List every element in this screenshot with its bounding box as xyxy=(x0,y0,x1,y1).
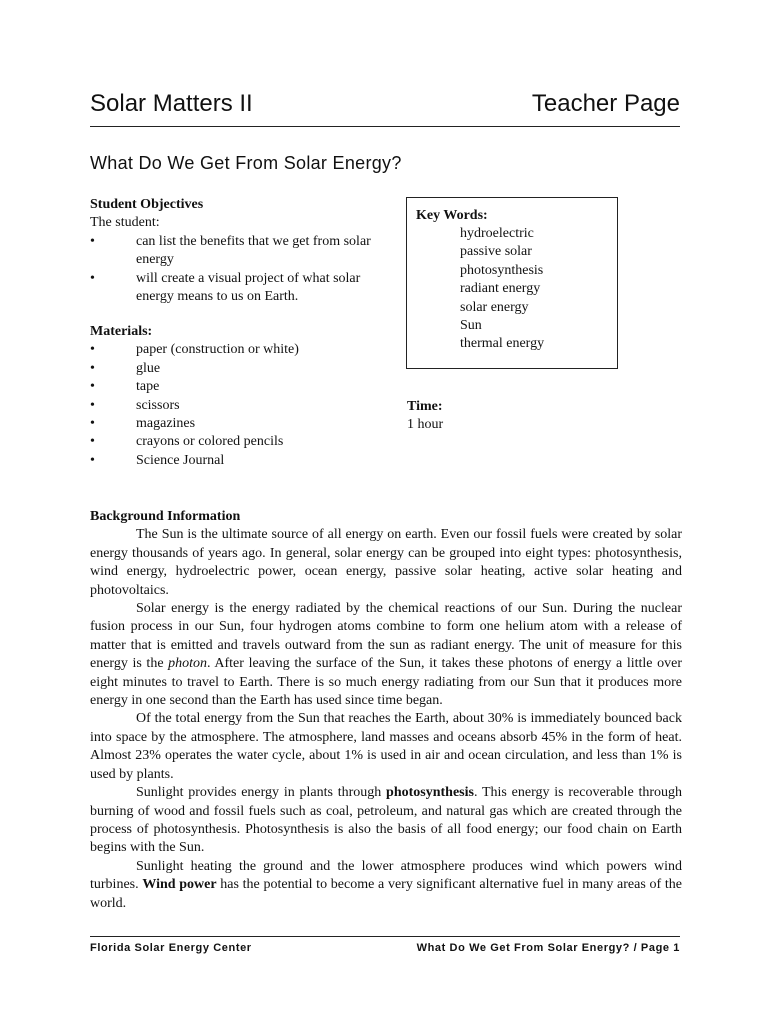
footer-page-info: What Do We Get From Solar Energy? / Page 1 xyxy=(416,942,680,954)
list-item: • Science Journal xyxy=(90,452,380,470)
bullet-icon: • xyxy=(90,342,95,358)
list-item: • paper (construction or white) xyxy=(90,341,380,359)
paragraph: Solar energy is the energy radiated by the chemical reactions of our Sun. During the nuclear fusion process in our Sun, four hydrogen atoms combine to form one helium atom with a release of matter that is emitted and travels outward from the sun as radiant energy. The unit of measure for this energy is the photon. After leaving the surface of the Sun, it takes these photons of energy a little over eight minutes to travel to Earth. There is so much energy radiating from our Sun that it produces more energy in one second than the Earth has used since time began. xyxy=(90,601,682,709)
list-item: • scissors xyxy=(90,397,380,415)
key-words-heading: Key Words: xyxy=(416,208,488,223)
bullet-icon: • xyxy=(90,434,95,450)
key-words-list xyxy=(460,225,544,354)
paragraph: Sunlight provides energy in plants through photosynthesis. This energy is recoverable through burning of wood and fossil fuels such as coal, petroleum, and natural gas which are created through the process of photosynthesis. Photosynthesis is also the basis of all food energy; our food chain on Earth begins with the Sun. xyxy=(90,785,682,856)
footer-organization: Florida Solar Energy Center xyxy=(90,942,252,954)
header-title: Solar Matters II xyxy=(90,90,253,117)
bullet-icon: • xyxy=(90,233,95,249)
emphasis-photon: photon xyxy=(168,656,208,672)
list-item: • crayons or colored pencils xyxy=(90,433,380,451)
page-footer xyxy=(90,936,680,954)
background-heading: Background Information xyxy=(90,509,241,524)
time-block xyxy=(407,398,443,435)
paragraph: Of the total energy from the Sun that reaches the Earth, about 30% is immediately bounced back into space by the atmosphere. The atmosphere, land masses and oceans absorb 45% in the form of heat. Almost 23% operates the water cycle, about 1% is used in air and ocean circulation, and less than 1% is used by plants. xyxy=(90,711,682,782)
list-item: • will create a visual project of what solar energy means to us on Earth. xyxy=(90,270,361,305)
list-item: hydroelectric xyxy=(460,226,534,241)
term-photosynthesis: photosynthesis xyxy=(386,785,474,801)
list-item: Sun xyxy=(460,318,482,334)
objectives-heading: Student Objectives xyxy=(90,197,204,212)
list-item: • magazines xyxy=(90,415,380,433)
list-item: radiant energy xyxy=(460,281,541,297)
term-wind-power: Wind power xyxy=(142,877,217,893)
list-item: thermal energy xyxy=(460,336,545,352)
time-value: 1 hour xyxy=(407,417,444,433)
header-page-type: Teacher Page xyxy=(531,90,680,117)
list-item: solar energy xyxy=(460,299,529,315)
list-item: • tape xyxy=(90,378,380,396)
materials-list xyxy=(90,323,380,470)
time-heading: Time: xyxy=(407,399,443,414)
bullet-icon: • xyxy=(90,397,95,413)
paragraph: The Sun is the ultimate source of all energy on earth. Even our fossil fuels were created by solar energy thousands of years ago. In general, solar energy can be grouped into eight types: photosynthesis, wind energy, hydroelectric power, ocean energy, passive solar heating, active solar heating and photovoltaics. xyxy=(90,527,682,598)
materials-heading: Materials: xyxy=(90,324,153,339)
list-item: • glue xyxy=(90,360,380,378)
list-item: • can list the benefits that we get from solar energy xyxy=(90,233,371,268)
bullet-icon: • xyxy=(90,416,95,432)
paragraph: Sunlight heating the ground and the lower atmosphere produces wind which powers wind turbines. Wind power has the potential to become a very significant alternative fuel in many areas of the world. xyxy=(90,858,682,911)
background-information xyxy=(90,508,682,913)
list-item: photosynthesis xyxy=(460,262,544,278)
list-item: passive solar xyxy=(460,244,532,260)
bullet-icon: • xyxy=(90,360,95,376)
page-title: What Do We Get From Solar Energy? xyxy=(90,153,402,173)
bullet-icon: • xyxy=(90,452,95,468)
objectives-intro: The student: xyxy=(90,215,160,231)
bullet-icon: • xyxy=(90,379,95,395)
student-objectives xyxy=(90,196,380,306)
key-words-box xyxy=(406,197,618,369)
bullet-icon: • xyxy=(90,270,95,286)
page-header xyxy=(90,88,680,127)
